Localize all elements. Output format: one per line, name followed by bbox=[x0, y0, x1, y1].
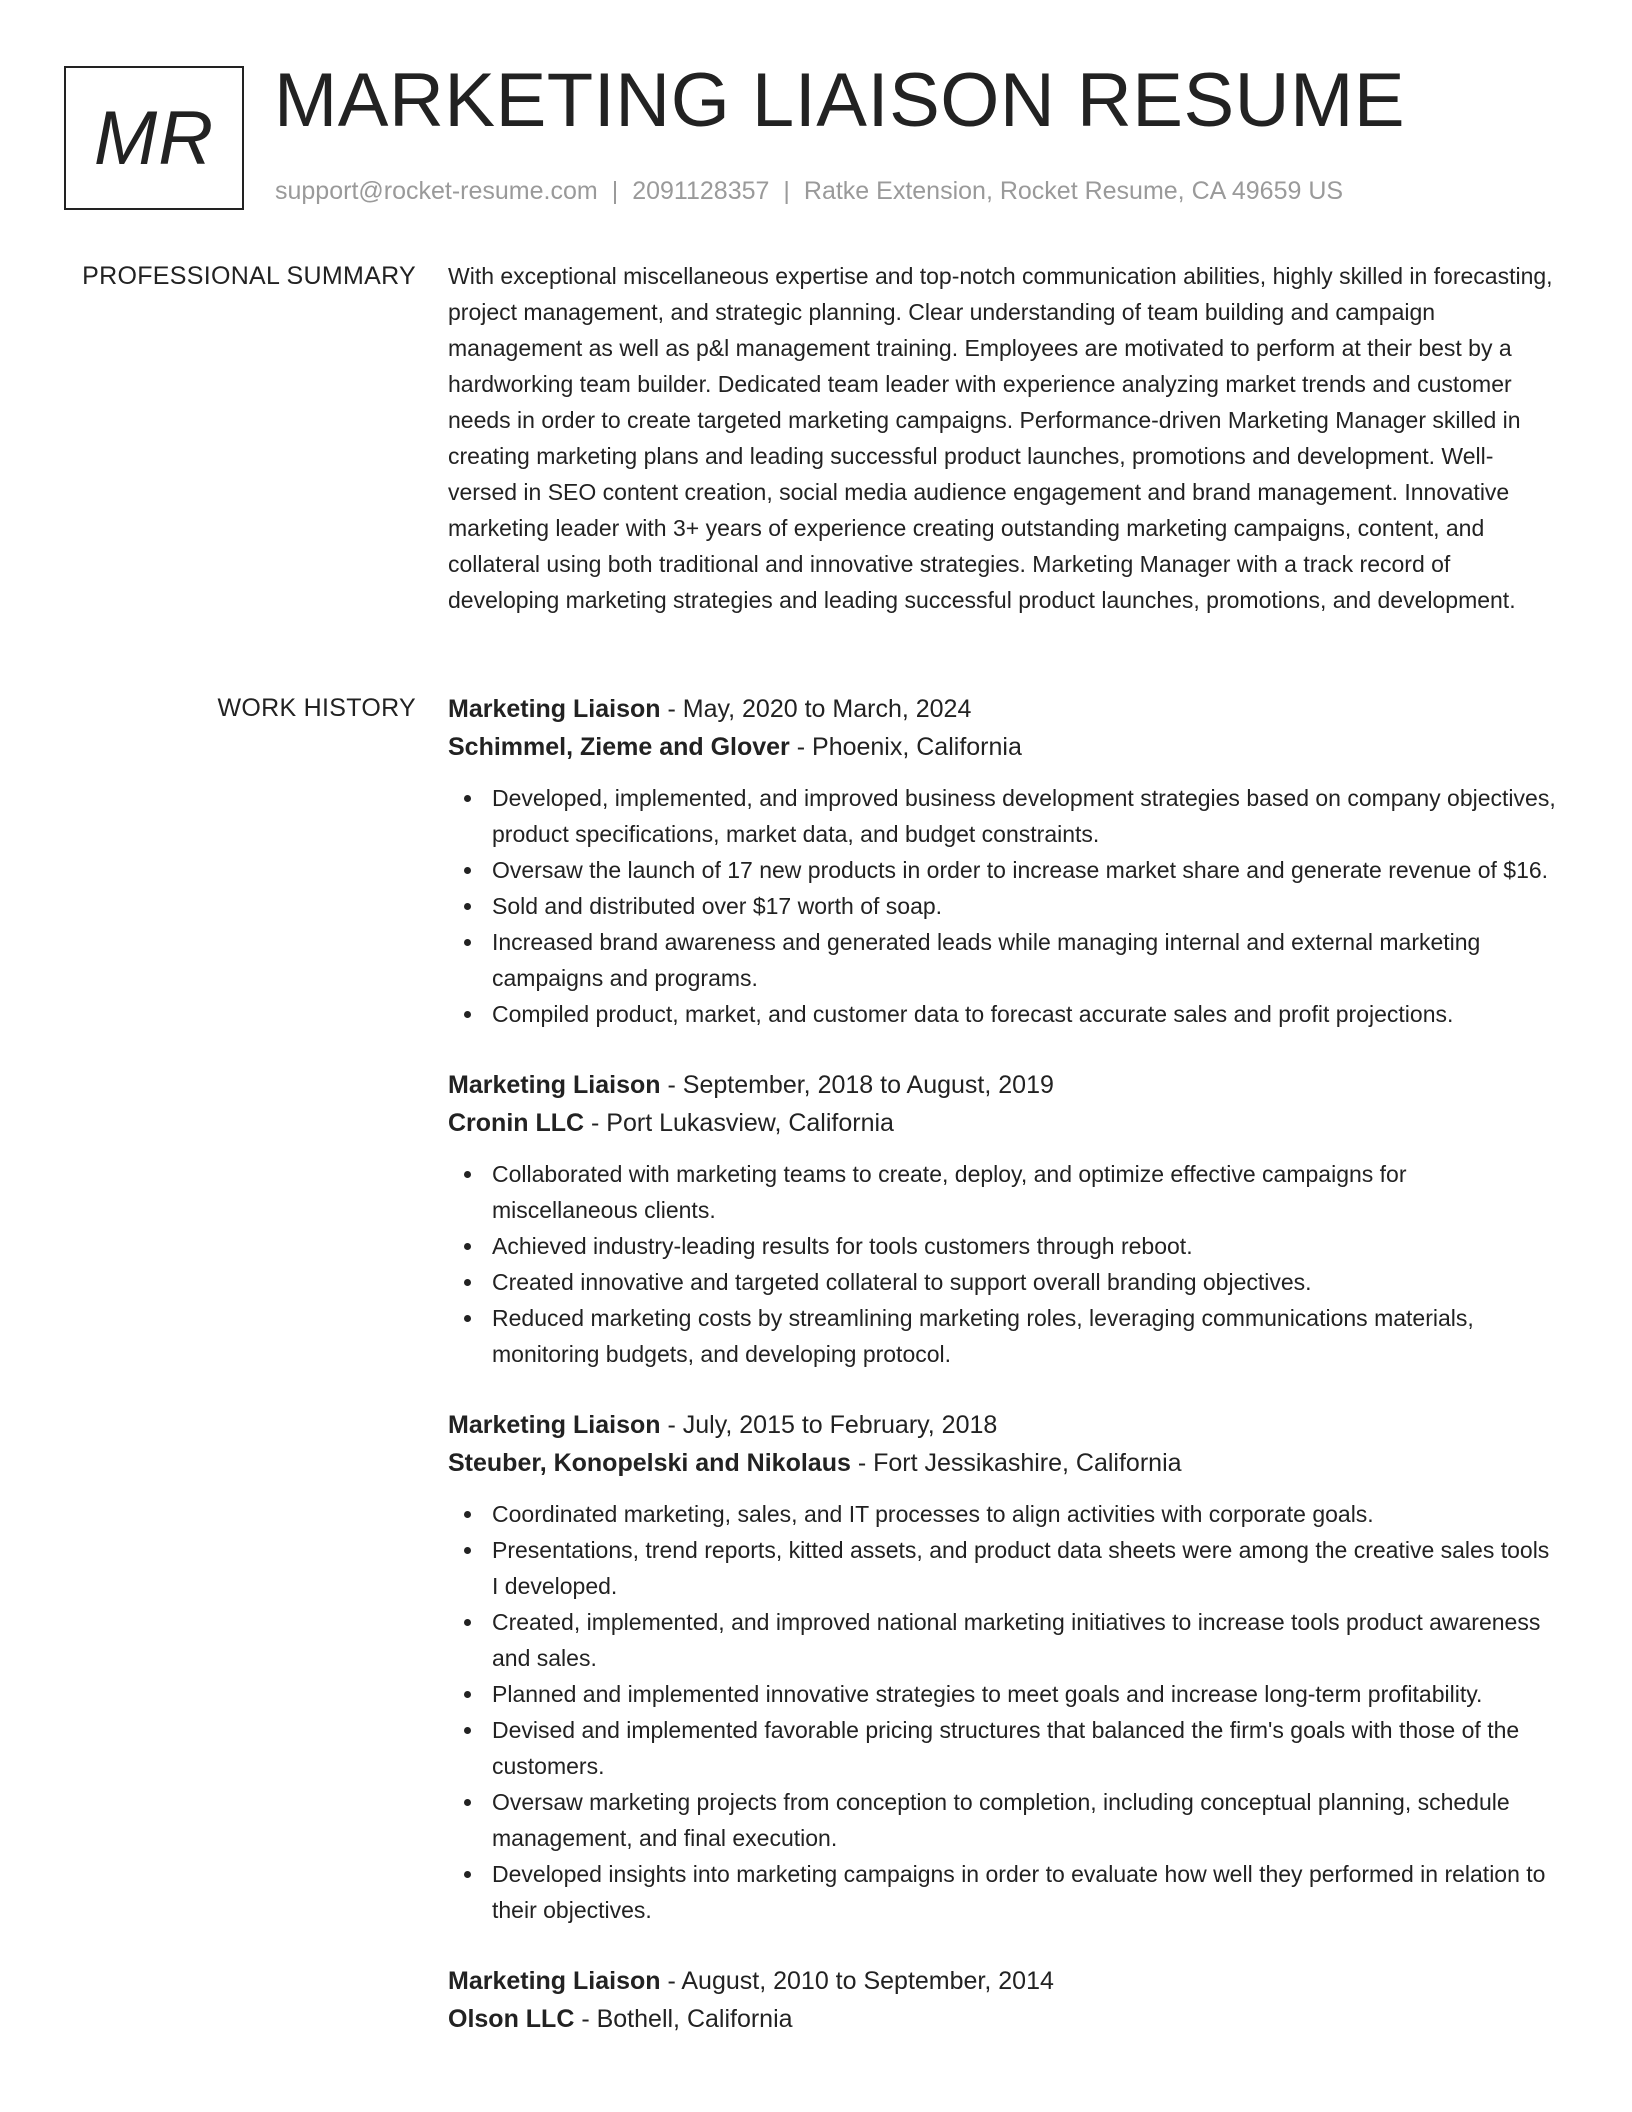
contact-email: support@rocket-resume.com bbox=[275, 177, 598, 205]
job-bullet: Reduced marketing costs by streamlining marketing roles, leveraging communications materials, monitoring budgets, and developing protocol. bbox=[448, 1300, 1558, 1372]
work-history-body bbox=[448, 690, 1558, 2072]
job-title-line bbox=[448, 1962, 1558, 2000]
job-dates: - August, 2010 to September, 2014 bbox=[660, 1967, 1054, 1995]
job-title: Marketing Liaison bbox=[448, 1411, 661, 1439]
monogram-initials: MR bbox=[93, 95, 215, 181]
job-bullet-list bbox=[448, 780, 1558, 1032]
job-title-line bbox=[448, 690, 1558, 728]
job-entry bbox=[448, 690, 1558, 1032]
job-title: Marketing Liaison bbox=[448, 695, 661, 723]
contact-address: Ratke Extension, Rocket Resume, CA 49659 US bbox=[803, 177, 1344, 205]
job-bullet: Oversaw the launch of 17 new products in order to increase market share and generate revenue of $16. bbox=[448, 852, 1558, 888]
job-company: Olson LLC bbox=[448, 2005, 575, 2033]
resume-title: MARKETING LIAISON RESUME bbox=[274, 58, 1406, 143]
job-bullet: Collaborated with marketing teams to create, deploy, and optimize effective campaigns for miscellaneous clients. bbox=[448, 1156, 1558, 1228]
job-company-line bbox=[448, 728, 1558, 766]
job-bullet: Planned and implemented innovative strategies to meet goals and increase long-term profitability. bbox=[448, 1676, 1558, 1712]
job-company: Steuber, Konopelski and Nikolaus bbox=[448, 1449, 851, 1477]
job-bullet: Achieved industry-leading results for tools customers through reboot. bbox=[448, 1228, 1558, 1264]
job-dates: - May, 2020 to March, 2024 bbox=[660, 695, 972, 723]
job-bullet: Oversaw marketing projects from conception to completion, including conceptual planning, schedule management, and final execution. bbox=[448, 1784, 1558, 1856]
section-label-work-history: WORK HISTORY bbox=[217, 694, 416, 722]
job-bullet: Presentations, trend reports, kitted assets, and product data sheets were among the creative sales tools I developed. bbox=[448, 1532, 1558, 1604]
section-label-summary: PROFESSIONAL SUMMARY bbox=[82, 262, 416, 290]
job-bullet: Created, implemented, and improved national marketing initiatives to increase tools product awareness and sales. bbox=[448, 1604, 1558, 1676]
job-location: - Fort Jessikashire, California bbox=[850, 1449, 1182, 1477]
job-location: - Port Lukasview, California bbox=[584, 1109, 894, 1137]
job-bullet: Developed, implemented, and improved business development strategies based on company objectives, product specifications, market data, and budget constraints. bbox=[448, 780, 1558, 852]
summary-body bbox=[448, 258, 1558, 618]
job-bullet: Devised and implemented favorable pricing structures that balanced the firm's goals with those of the customers. bbox=[448, 1712, 1558, 1784]
job-entry bbox=[448, 1406, 1558, 1928]
job-bullet: Developed insights into marketing campaigns in order to evaluate how well they performed in relation to their objectives. bbox=[448, 1856, 1558, 1928]
job-bullet-list bbox=[448, 1496, 1558, 1928]
summary-text: With exceptional miscellaneous expertise and top-notch communication abilities, highly skilled in forecasting, project management, and strategic planning. Clear understanding of team building and campaign management as well as p&l management training. Employees are motivated to perform at their best by a hardworking team builder. Dedicated team leader with experience analyzing market trends and customer needs in order to create targeted marketing campaigns. Performance-driven Marketing Manager skilled in creating marketing plans and leading successful product launches, promotions and development. Well-versed in SEO content creation, social media audience engagement and brand management. Innovative marketing leader with 3+ years of experience creating outstanding marketing campaigns, content, and collateral using both traditional and innovative strategies. Marketing Manager with a track record of developing marketing strategies and leading successful product launches, promotions, and development. bbox=[448, 263, 1553, 613]
job-company-line bbox=[448, 2000, 1558, 2038]
job-title: Marketing Liaison bbox=[448, 1967, 661, 1995]
job-bullet: Sold and distributed over $17 worth of soap. bbox=[448, 888, 1558, 924]
contact-separator: | bbox=[611, 177, 619, 205]
job-location: - Bothell, California bbox=[574, 2005, 793, 2033]
job-dates: - July, 2015 to February, 2018 bbox=[660, 1411, 998, 1439]
job-title-line bbox=[448, 1406, 1558, 1444]
job-bullet: Coordinated marketing, sales, and IT processes to align activities with corporate goals. bbox=[448, 1496, 1558, 1532]
job-entry bbox=[448, 1066, 1558, 1372]
job-company-line bbox=[448, 1444, 1558, 1482]
job-location: - Phoenix, California bbox=[789, 733, 1022, 761]
contact-phone: 2091128357 bbox=[632, 177, 770, 205]
contact-line bbox=[275, 176, 1343, 206]
job-bullet: Compiled product, market, and customer data to forecast accurate sales and profit projections. bbox=[448, 996, 1558, 1032]
job-company-line bbox=[448, 1104, 1558, 1142]
contact-separator: | bbox=[783, 177, 790, 205]
job-entry bbox=[448, 1962, 1558, 2038]
job-title-line bbox=[448, 1066, 1558, 1104]
job-bullet-list bbox=[448, 1156, 1558, 1372]
job-company: Schimmel, Zieme and Glover bbox=[448, 733, 790, 761]
job-dates: - September, 2018 to August, 2019 bbox=[660, 1071, 1054, 1099]
job-bullet: Increased brand awareness and generated leads while managing internal and external marketing campaigns and programs. bbox=[448, 924, 1558, 996]
job-bullet: Created innovative and targeted collateral to support overall branding objectives. bbox=[448, 1264, 1558, 1300]
job-company: Cronin LLC bbox=[448, 1109, 585, 1137]
job-title: Marketing Liaison bbox=[448, 1071, 661, 1099]
monogram-box bbox=[64, 66, 244, 210]
